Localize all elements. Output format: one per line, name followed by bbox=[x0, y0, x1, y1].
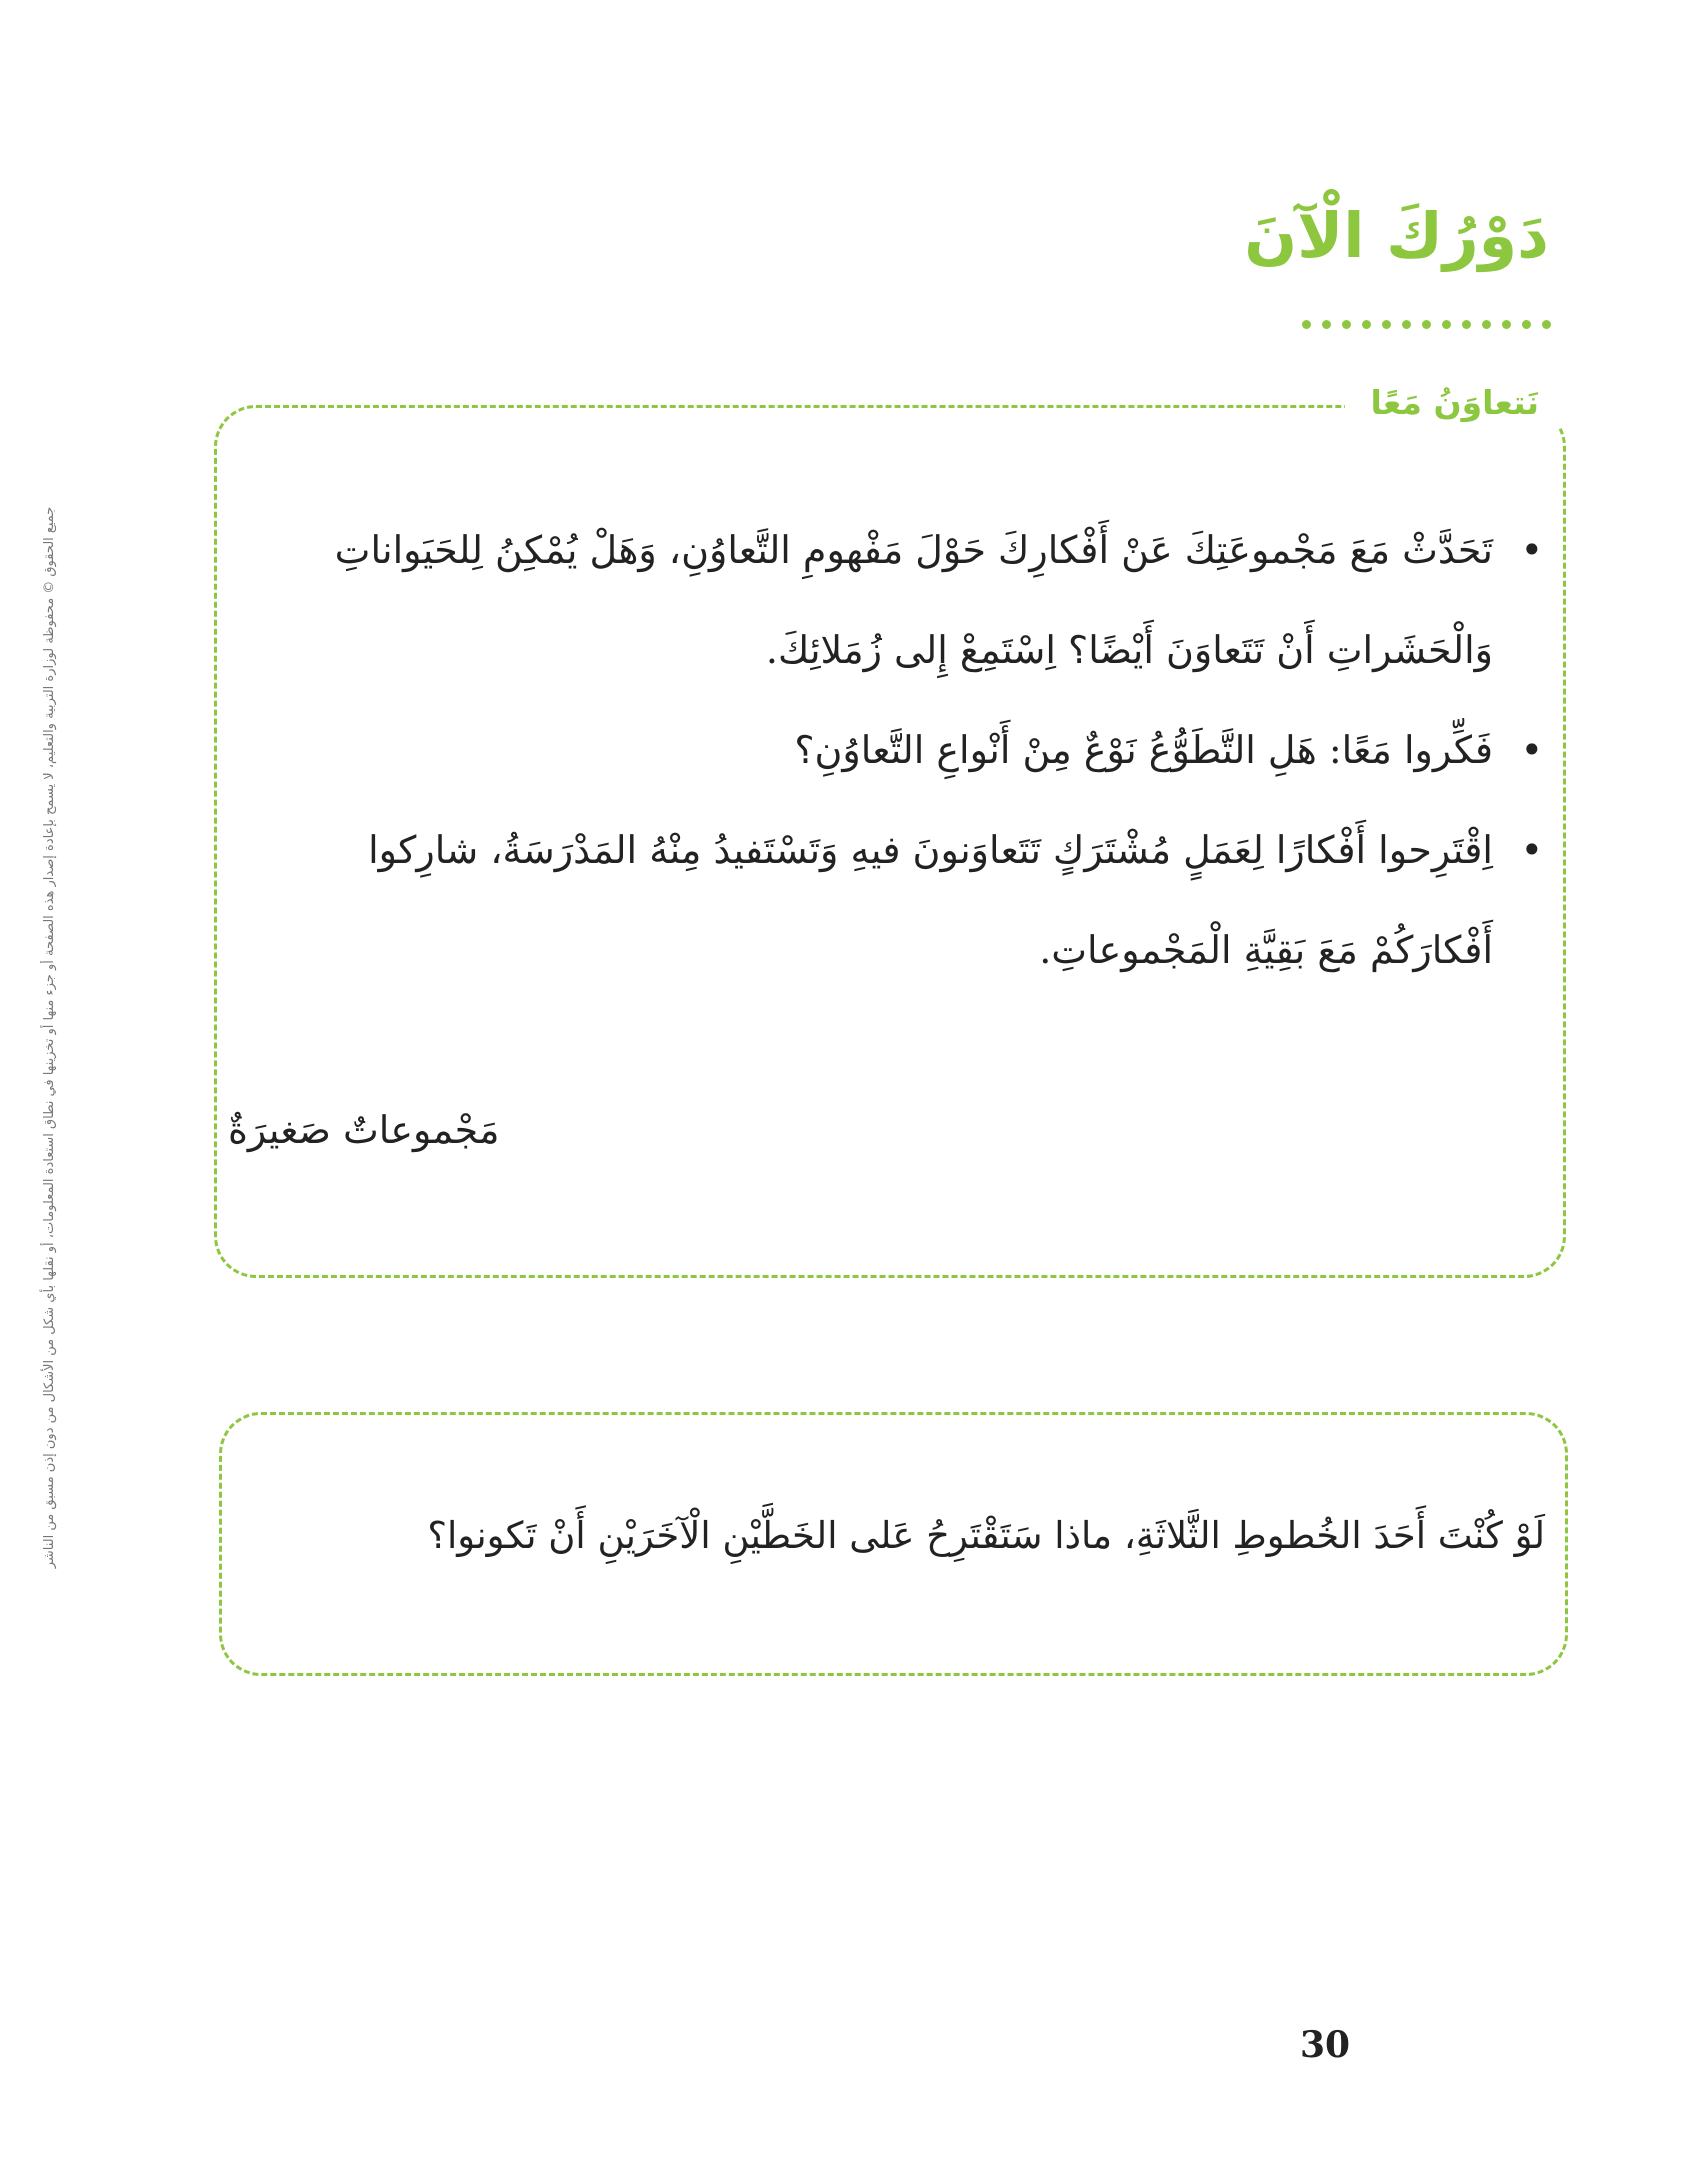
copyright-text: جميع الحقوق © محفوظة لوزارة التربية والتعليم، لا يسمح بإعادة إصدار هذه الصفحة أو جزء منها أو تخزينها في نطاق استعادة المعلومات، أو نقلها بأي شكل من الأشكال من دون إذن مسبق من الناشر bbox=[42, 506, 57, 1569]
question-text: لَوْ كُنْتَ أَحَدَ الخُطوطِ الثَّلاثَةِ، ماذا سَتَقْتَرِحُ عَلى الخَطَّيْنِ الْآخَرَيْنِ أَنْ تَكونوا؟ bbox=[427, 1514, 1545, 1557]
divider-dot bbox=[1502, 320, 1511, 329]
divider-dot bbox=[1522, 320, 1531, 329]
activity-label: نَتعاوَنُ مَعًا bbox=[1345, 378, 1566, 428]
divider-dot bbox=[1422, 320, 1431, 329]
instruction-item: • تَحَدَّثْ مَعَ مَجْموعَتِكَ عَنْ أَفْكارِكَ حَوْلَ مَفْهومِ التَّعاوُنِ، وَهَلْ يُمْكِنُ لِلحَيَواناتِ وَالْحَشَراتِ أَنْ تَتَعاوَنَ أَيْضًا؟ اِسْتَمِعْ إِلى زُمَلائِكَ. bbox=[325, 500, 1545, 700]
activity-instructions bbox=[325, 500, 1545, 1000]
divider-dot bbox=[1442, 320, 1451, 329]
page-title: دَوْرُكَ الْآنَ bbox=[1244, 199, 1549, 272]
copyright-note bbox=[30, 390, 70, 1685]
title-dotted-divider bbox=[1302, 320, 1551, 329]
divider-dot bbox=[1542, 320, 1551, 329]
divider-dot bbox=[1362, 320, 1371, 329]
divider-dot bbox=[1342, 320, 1351, 329]
divider-dot bbox=[1322, 320, 1331, 329]
divider-dot bbox=[1302, 320, 1311, 329]
page-number: 30 bbox=[1300, 2024, 1351, 2066]
divider-dot bbox=[1402, 320, 1411, 329]
group-type-label: مَجْموعاتٌ صَغيرَةٌ bbox=[228, 1108, 500, 1152]
divider-dot bbox=[1382, 320, 1391, 329]
divider-dot bbox=[1462, 320, 1471, 329]
instruction-item: • اِقْتَرِحوا أَفْكارًا لِعَمَلٍ مُشْتَرَكٍ تَتَعاوَنونَ فيهِ وَتَسْتَفيدُ مِنْهُ المَدْرَسَةُ، شارِكوا أَفْكارَكُمْ مَعَ بَقِيَّةِ الْمَجْموعاتِ. bbox=[325, 800, 1545, 1000]
divider-dot bbox=[1482, 320, 1491, 329]
instruction-item: • فَكِّروا مَعًا: هَلِ التَّطَوُّعُ نَوْعٌ مِنْ أَنْواعِ التَّعاوُنِ؟ bbox=[325, 700, 1545, 800]
